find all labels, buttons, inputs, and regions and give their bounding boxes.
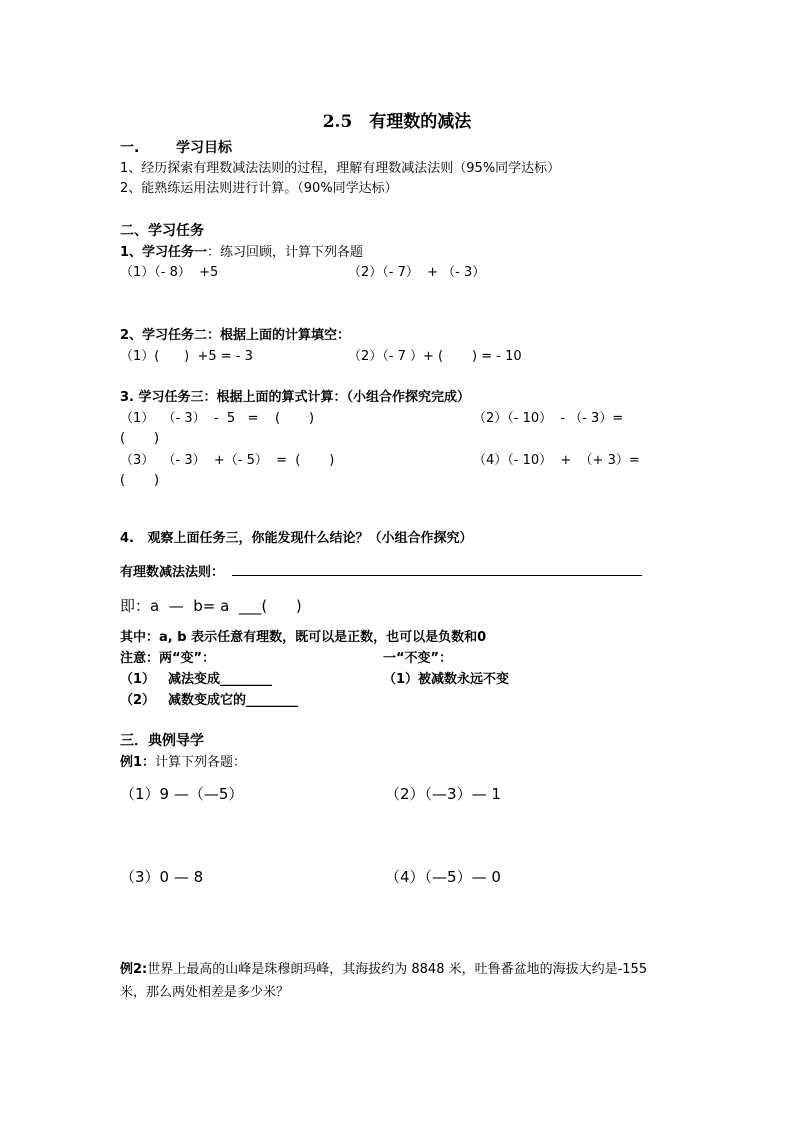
unchanged-1-text: （1）被减数永远不变 [383,672,510,687]
change-2-text: 减数变成它的________ [168,693,299,708]
section1-heading-number: 一. [120,140,140,156]
example2-text-line1: 世界上最高的山峰是珠穆朗玛峰，其海拔约为 8848 米，吐鲁番盆地的海拔大约是-155 [147,962,648,977]
section3-heading: 三．典例导学 [120,733,204,749]
formula-line [120,597,302,615]
example1-instruction: 计算下列各题： [155,755,247,770]
example1-line [120,755,246,771]
example1-question-3: （3）0 — 8 [120,868,204,886]
task1-label: 1、学习任务一 [120,245,208,260]
task2-question-2: （2）（- 7 ）+ ( ) = - 10 [348,349,522,364]
learning-goal-2: 2、能熟练运用法则进行计算。（90%同学达标） [120,181,398,196]
task3-question-3: （3） （- 3） +（- 5） = ( ) [120,453,335,468]
formula-paren: ( ) [261,597,302,615]
note-two-changes: 注意：两“变”： [120,651,216,666]
learning-goal-1: 1、经历探索有理数减法法则的过程，理解有理数减法法则（95%同学达标） [120,161,561,176]
change-1-text: 减法变成________ [168,672,273,687]
task3-question-2: （2）（- 10） - （- 3）= [473,411,624,426]
section1-heading: 学习目标 [176,140,232,156]
discovery-question: 4. 观察上面任务三，你能发现什么结论？（小组合作探究） [120,531,473,546]
subtraction-rule-label: 有理数减法法则： [120,565,225,580]
task3-question-4-answer: ( ) [120,473,160,488]
section2-heading: 二、学习任务 [120,223,204,239]
task3-question-2-answer: ( ) [120,431,160,446]
change-2-number: （2） [120,693,156,708]
example1-question-1: （1）9 —（—5） [120,785,244,803]
task3-label: 3. 学习任务三：根据上面的算式计算：（小组合作探究完成） [120,390,471,405]
task3-question-1: （1） （- 3） - 5 = ( ) [120,411,315,426]
example1-question-2: （2）（—3）— 1 [385,785,501,803]
example2-text-line2: 米，那么两处相差是多少米？ [120,985,290,1000]
example1-label: 例1： [120,755,156,770]
change-1-number: （1） [120,672,156,687]
task2-question-1: （1）( ) +5 = - 3 [120,349,253,364]
formula-blank: ___ [238,597,262,615]
formula-prefix: 即：a — b= a [120,597,239,615]
note-one-unchanged: 一“不变”： [383,651,453,666]
subtraction-rule-blank-line [232,575,642,576]
task1-line [120,245,363,261]
note-variables: 其中：a, b 表示任意有理数，既可以是正数，也可以是负数和0 [120,630,487,645]
example2-label: 例2: [120,962,148,977]
example2-line [120,962,647,978]
task1-description: ：练习回顾，计算下列各题 [207,245,364,260]
task2-label: 2、学习任务二：根据上面的计算填空： [120,328,351,343]
page-title: 2.5 有理数的减法 [322,112,472,132]
task1-question-1: （1）（- 8） +5 [120,265,219,280]
task1-question-2: （2）（- 7） + （- 3） [348,265,486,280]
task3-question-4: （4）（- 10） + （+ 3）= [473,453,640,468]
example1-question-4: （4）（—5）— 0 [385,868,501,886]
